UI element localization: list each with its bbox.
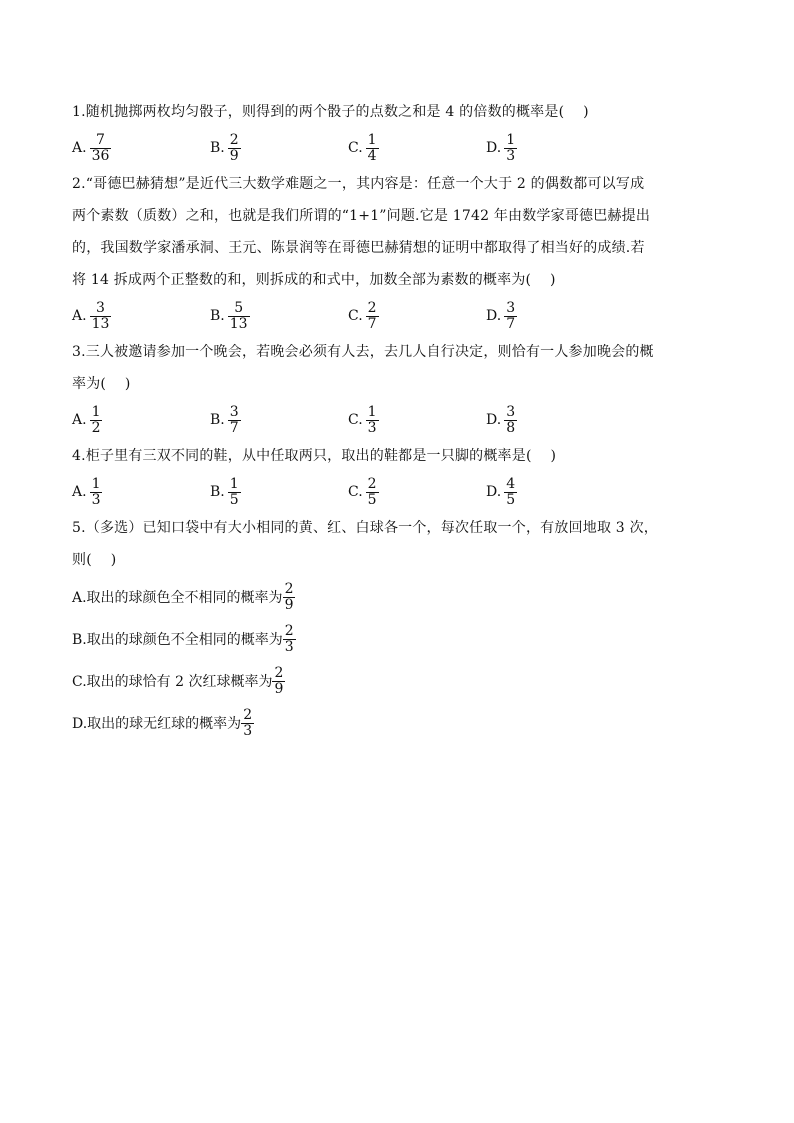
- numerator: 3: [96, 299, 105, 316]
- option-label: C.: [348, 412, 363, 428]
- denominator: 9: [274, 680, 284, 697]
- option-label: B.: [210, 484, 225, 500]
- option-d[interactable]: [486, 405, 624, 436]
- option-c[interactable]: [348, 301, 486, 332]
- denominator: 3: [506, 147, 516, 164]
- option-label: C.: [348, 308, 363, 324]
- option-label: A.: [72, 484, 87, 500]
- option-c[interactable]: [348, 477, 486, 508]
- numerator: 1: [506, 131, 516, 148]
- numerator: 2: [367, 299, 377, 316]
- fraction: [90, 405, 103, 436]
- denominator: 5: [229, 491, 239, 508]
- numerator: 4: [506, 475, 516, 492]
- question-5-stem-line-2: 则( ): [72, 552, 117, 568]
- question-4-stem: 4.柜子里有三双不同的鞋，从中任取两只，取出的鞋都是一只脚的概率是( ): [72, 448, 557, 464]
- question-2-stem-line-1: 2.“哥德巴赫猜想”是近代三大数学难题之一，其内容是：任意一个大于 2 的偶数都可以写成: [72, 176, 645, 192]
- option-a[interactable]: [72, 405, 210, 436]
- option-label: C.: [348, 484, 363, 500]
- fraction: [283, 624, 296, 655]
- option-label: D.: [486, 484, 502, 500]
- question-2-stem-line-2: 两个素数（质数）之和，也就是我们所谓的“1+1”问题.它是 1742 年由数学家哥德巴赫提出: [72, 208, 651, 224]
- option-d[interactable]: [486, 477, 624, 508]
- fraction: [90, 301, 112, 332]
- fraction: [272, 666, 285, 697]
- numerator: 1: [229, 475, 239, 492]
- numerator: 1: [367, 131, 377, 148]
- fraction: [504, 133, 517, 164]
- fraction: [504, 301, 517, 332]
- exam-page: [72, 96, 732, 744]
- denominator: 7: [229, 419, 239, 436]
- option-label: B.: [210, 308, 225, 324]
- statement-text: D.取出的球无红球的概率为: [72, 716, 242, 732]
- denominator: 9: [284, 596, 294, 613]
- question-2-options: [72, 296, 732, 336]
- option-c[interactable]: [348, 133, 486, 164]
- question-3: [72, 336, 732, 440]
- statement-b[interactable]: [72, 618, 732, 660]
- denominator: 13: [91, 315, 110, 332]
- question-1: [72, 96, 732, 168]
- option-label: D.: [486, 308, 502, 324]
- statement-text: C.取出的球恰有 2 次红球概率为: [72, 674, 273, 690]
- question-2-stem-line-4: 将 14 拆成两个正整数的和，则拆成的和式中，加数全部为素数的概率为( ): [72, 272, 556, 288]
- option-label: A.: [72, 140, 87, 156]
- question-5-stem-line-1: 5.（多选）已知口袋中有大小相同的黄、红、白球各一个，每次任取一个，有放回地取 3 次，: [72, 520, 658, 536]
- numerator: 7: [96, 131, 105, 148]
- option-b[interactable]: [210, 301, 348, 332]
- option-label: A.: [72, 412, 87, 428]
- numerator: 5: [234, 299, 244, 316]
- option-d[interactable]: [486, 133, 624, 164]
- denominator: 5: [367, 491, 377, 508]
- question-3-options: [72, 400, 732, 440]
- option-a[interactable]: [72, 133, 210, 164]
- fraction: [241, 708, 254, 739]
- numerator: 1: [91, 475, 101, 492]
- denominator: 5: [506, 491, 516, 508]
- option-a[interactable]: [72, 301, 210, 332]
- statement-a[interactable]: [72, 576, 732, 618]
- fraction: [228, 133, 241, 164]
- statement-c[interactable]: [72, 660, 732, 702]
- option-b[interactable]: [210, 133, 348, 164]
- question-1-stem: 1.随机抛掷两枚均匀骰子，则得到的两个骰子的点数之和是 4 的倍数的概率是( ): [72, 104, 589, 120]
- denominator: 3: [367, 419, 377, 436]
- fraction: [90, 133, 112, 164]
- option-c[interactable]: [348, 405, 486, 436]
- fraction: [228, 477, 241, 508]
- fraction: [366, 301, 379, 332]
- denominator: 3: [91, 491, 101, 508]
- fraction: [504, 405, 517, 436]
- denominator: 4: [367, 147, 377, 164]
- denominator: 8: [506, 419, 516, 436]
- option-label: D.: [486, 412, 502, 428]
- fraction: [366, 405, 379, 436]
- question-4-options: [72, 472, 732, 512]
- fraction: [504, 477, 517, 508]
- option-b[interactable]: [210, 477, 348, 508]
- option-a[interactable]: [72, 477, 210, 508]
- option-label: D.: [486, 140, 502, 156]
- numerator: 2: [229, 131, 239, 148]
- denominator: 7: [367, 315, 377, 332]
- question-3-stem-line-2: 率为( ): [72, 376, 131, 392]
- fraction: [283, 582, 296, 613]
- question-3-stem-line-1: 3.三人被邀请参加一个晚会，若晚会必须有人去，去几人自行决定，则恰有一人参加晚会的概: [72, 344, 654, 360]
- option-label: A.: [72, 308, 87, 324]
- denominator: 36: [91, 147, 110, 164]
- fraction: [366, 133, 379, 164]
- statement-d[interactable]: [72, 702, 732, 744]
- numerator: 2: [274, 664, 284, 681]
- denominator: 3: [243, 722, 253, 739]
- numerator: 3: [506, 403, 516, 420]
- option-label: B.: [210, 140, 225, 156]
- fraction: [228, 301, 250, 332]
- numerator: 2: [284, 580, 294, 597]
- statement-text: B.取出的球颜色不全相同的概率为: [72, 632, 283, 648]
- option-label: C.: [348, 140, 363, 156]
- statement-text: A.取出的球颜色全不相同的概率为: [72, 590, 283, 606]
- denominator: 13: [229, 315, 248, 332]
- denominator: 2: [91, 419, 101, 436]
- question-2-stem-line-3: 的，我国数学家潘承洞、王元、陈景润等在哥德巴赫猜想的证明中都取得了相当好的成绩.若: [72, 240, 645, 256]
- option-label: B.: [210, 412, 225, 428]
- denominator: 7: [506, 315, 516, 332]
- question-5: [72, 512, 732, 744]
- numerator: 2: [284, 622, 294, 639]
- question-1-options: [72, 128, 732, 168]
- numerator: 1: [91, 403, 101, 420]
- fraction: [366, 477, 379, 508]
- denominator: 9: [229, 147, 239, 164]
- numerator: 1: [367, 403, 377, 420]
- numerator: 3: [229, 403, 239, 420]
- numerator: 2: [243, 706, 253, 723]
- option-b[interactable]: [210, 405, 348, 436]
- question-4: [72, 440, 732, 512]
- numerator: 3: [506, 299, 516, 316]
- fraction: [228, 405, 241, 436]
- fraction: [90, 477, 103, 508]
- question-2: [72, 168, 732, 336]
- numerator: 2: [367, 475, 377, 492]
- denominator: 3: [284, 638, 294, 655]
- option-d[interactable]: [486, 301, 624, 332]
